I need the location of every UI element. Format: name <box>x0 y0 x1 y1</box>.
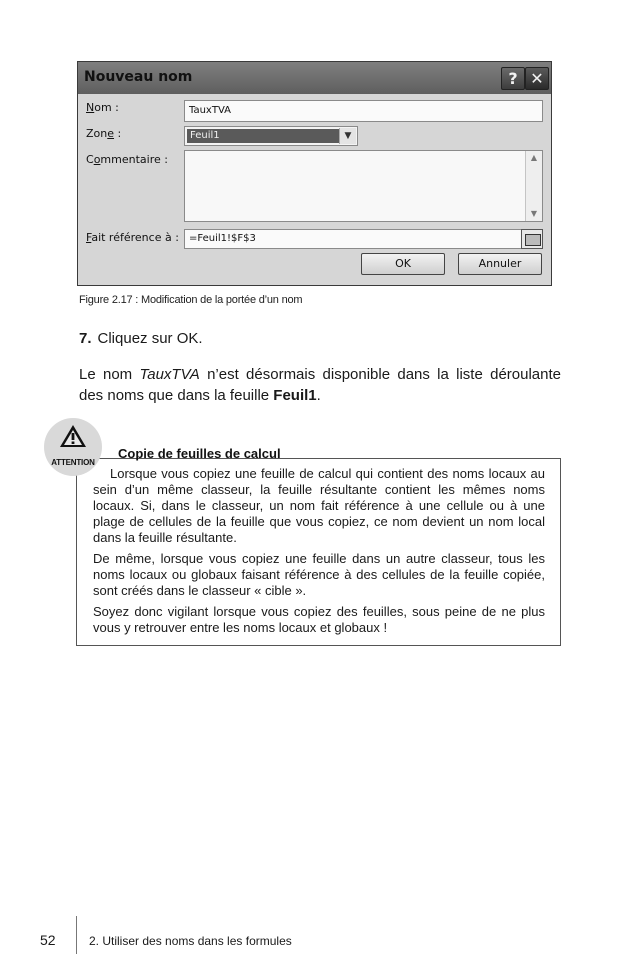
comment-scrollbar[interactable] <box>525 151 542 221</box>
comment-textarea[interactable] <box>184 150 543 222</box>
cancel-button[interactable]: Annuler <box>458 253 542 275</box>
dialog-titlebar <box>78 62 551 94</box>
name-term: TauxTVA <box>139 366 200 383</box>
attention-label: ATTENTION <box>51 458 95 467</box>
close-button[interactable] <box>525 67 549 90</box>
chevron-down-icon[interactable]: ▼ <box>339 128 356 144</box>
scroll-down-icon[interactable]: ▼ <box>530 209 538 218</box>
attention-paragraph: Lorsque vous copiez une feuille de calcul qui contient des noms locaux au sein d’un même classeur, la feuille résultante contient les mêmes noms locaux. Si, dans le classeur, un nom fait référence à une cellule ou à une plage de cellules de la feuille que vous copiez, ce nom devient un nom local dans la feuille résultante. <box>93 466 545 545</box>
step-7 <box>79 330 203 347</box>
name-input[interactable]: TauxTVA <box>184 100 543 122</box>
sheet-term: Feuil1 <box>273 387 317 404</box>
ref-label: Fait référence à : <box>86 231 179 244</box>
ref-input[interactable]: =Feuil1!$F$3 <box>184 229 524 249</box>
attention-paragraph: De même, lorsque vous copiez une feuille dans un autre classeur, tous les noms locaux ou globaux faisant référence à des cellules de la feuille copiée, sont créés dans le classeur « cible ». <box>93 551 545 598</box>
zone-label: Zone : <box>86 127 122 140</box>
warning-icon <box>59 424 87 448</box>
range-select-icon <box>525 234 541 246</box>
chapter-title: 2. Utiliser des noms dans les formules <box>89 934 292 948</box>
dialog-title: Nouveau nom <box>84 69 193 85</box>
ok-button[interactable]: OK <box>361 253 445 275</box>
scroll-up-icon[interactable]: ▲ <box>530 153 538 162</box>
footer-divider <box>76 916 77 954</box>
attention-paragraph: Soyez donc vigilant lorsque vous copiez des feuilles, sous peine de ne plus vous y retrouver entre les noms locaux et globaux ! <box>93 604 545 635</box>
help-icon: ? <box>508 69 518 88</box>
zone-selected-value: Feuil1 <box>187 129 340 143</box>
attention-body <box>93 466 545 641</box>
new-name-dialog <box>77 61 552 286</box>
step-text: Cliquez sur OK. <box>97 330 203 347</box>
attention-title: Copie de feuilles de calcul <box>118 446 281 461</box>
step-number: 7. <box>79 330 92 347</box>
name-label: Nom : <box>86 101 119 114</box>
figure-caption: Figure 2.17 : Modification de la portée d’un nom <box>79 294 303 306</box>
zone-select[interactable] <box>184 126 358 146</box>
close-icon: ✕ <box>530 69 544 88</box>
comment-label: Commentaire : <box>86 153 168 166</box>
body-paragraph: Le nom TauxTVA n’est désormais disponible dans la liste déroulante des noms que dans la feuille Feuil1. <box>79 366 561 404</box>
page-number: 52 <box>40 932 56 948</box>
collapse-dialog-button[interactable] <box>521 229 543 249</box>
help-button[interactable] <box>501 67 525 90</box>
